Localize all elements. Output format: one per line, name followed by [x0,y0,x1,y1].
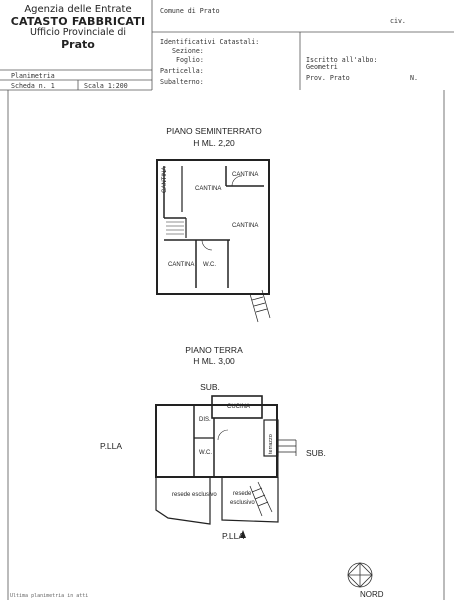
sub-top-label: SUB. [200,382,220,392]
room-cantina-top: CANTINA [195,186,222,192]
particella-label: Particella: [160,67,204,75]
source-text: Ultima planimetria in atti [10,593,89,599]
scheda-label: Scheda n. 1 [11,82,55,90]
room-cantina-bottom: CANTINA [168,262,195,268]
prov-label: Prov. Prato [306,74,350,82]
catasto-title: CATASTO FABBRICATI [10,14,146,28]
iscritto-label: Iscritto all'albo: [306,56,378,64]
sub-right-label: SUB. [306,448,326,458]
room-resede-right-1: resede [233,491,252,497]
foglio-label: Foglio: [176,56,204,64]
room-resede-right-2: esclusivo [230,500,255,506]
room-wc-terra: W.C. [199,450,212,456]
room-cantina-vertical: CANTINA [162,166,168,193]
plla-left-label: P.LLA [100,441,123,451]
room-terrazzo: terrazzo [268,434,274,454]
seminterrato-plan [157,160,270,322]
agency-block [10,4,146,52]
subalterno-label: Subalterno: [160,78,204,86]
room-cantina-small: CANTINA [232,172,259,178]
n-label: N. [410,74,418,82]
north-rose-icon [348,563,372,587]
seminterrato-height: H ML. 2,20 [193,138,235,148]
room-cantina-center: CANTINA [232,223,259,229]
planimetria-label: Planimetria [11,72,55,80]
ufficio-label: Ufficio Provinciale di [29,27,127,39]
room-resede-left: resede esclusivo [172,492,217,498]
comune-label: Comune di Prato [160,7,220,15]
room-dis: DIS. [199,417,211,423]
sezione-label: Sezione: [172,47,204,55]
terra-plan [156,396,296,524]
terra-height: H ML. 3,00 [193,356,235,366]
nord-label: NORD [360,590,384,599]
identificativi-label: Identificativi Catastali: [160,38,260,46]
scala-label: Scala 1:200 [84,82,128,90]
agency-name: Agenzia delle Entrate [24,4,132,15]
iscritto-value: Geometri [306,63,338,71]
seminterrato-title: PIANO SEMINTERRATO [166,126,262,136]
ufficio-city: Prato [61,38,95,52]
room-wc-seminterrato: W.C. [203,262,216,268]
civ-label: civ. [390,17,406,25]
terra-title: PIANO TERRA [185,345,243,355]
plla-bottom-label: P.LLA [222,531,245,541]
room-cucina: CUCINA [227,404,251,410]
